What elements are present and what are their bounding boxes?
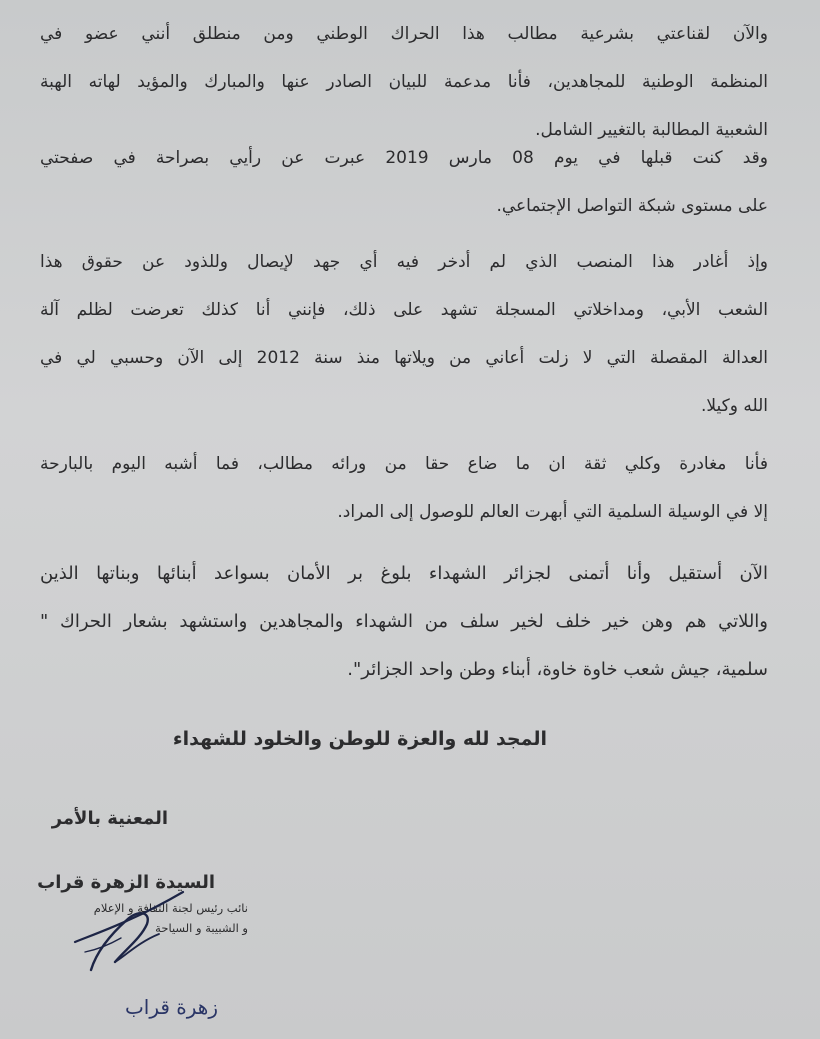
paragraph-line: وإذ أغادر هذا المنصب الذي لم أدخر فيه أي جهد لإيصال وللذود عن حقوق هذا: [40, 252, 768, 272]
paragraph-departing-confident: [40, 440, 768, 536]
paragraph-support-movement: [40, 10, 768, 154]
paragraph-line: واللاتي هم وهن خير خلف لخير سلف من الشهداء والمجاهدين واستشهد بشعار الحراك ": [40, 611, 768, 632]
concerned-party-label: المعنية بالأمر: [51, 808, 168, 829]
paragraph-line: على مستوى شبكة التواصل الإجتماعي.: [496, 196, 768, 216]
paragraph-line: الشعبية المطالبة بالتغيير الشامل.: [535, 120, 768, 140]
paragraph-leaving-post: [40, 238, 768, 430]
signature-stroke-icon: [55, 880, 205, 980]
paragraph-line: والآن لقناعتي بشرعية مطالب هذا الحراك الوطني ومن منطلق أنني عضو في: [40, 24, 768, 44]
signer-role-line: و الشبيبة و السياحة: [155, 921, 248, 935]
paragraph-line: سلمية، جيش شعب خاوة خاوة، أبناء وطن واحد الجزائر".: [347, 659, 768, 680]
paragraph-line: المنظمة الوطنية للمجاهدين، فأنا مدعمة للبيان الصادر عنها والمبارك والمؤيد لهاته الهبة: [40, 72, 768, 92]
paragraph-line: وقد كنت قبلها في يوم 08 مارس 2019 عبرت عن رأيي بصراحة في صفحتي: [40, 148, 768, 168]
signer-name: السيدة الزهرة قراب: [37, 872, 215, 893]
paragraph-line: الآن أستقيل وأنا أتمنى لجزائر الشهداء بلوغ بر الأمان بسواعد أبنائها وبناتها الذين: [40, 563, 768, 584]
paragraph-line: إلا في الوسيلة السلمية التي أبهرت العالم للوصول إلى المراد.: [337, 502, 768, 522]
paragraph-line: فأنا مغادرة وكلي ثقة ان ما ضاع حقا من ورائه مطالب، فما أشبه اليوم بالبارحة: [40, 454, 768, 474]
paragraph-line: العدالة المقصلة التي لا زلت أعاني من ويلاتها منذ سنة 2012 إلى الآن وحسبي لي في: [40, 348, 768, 368]
paragraph-line: الشعب الأبي، ومداخلاتي المسجلة تشهد على ذلك، فإنني أنا كذلك تعرضت لظلم آلة: [40, 300, 768, 320]
paragraph-resignation: [40, 550, 768, 694]
paragraph-line: الله وكيلا.: [700, 396, 768, 416]
handwritten-name: زهرة قراب: [124, 995, 218, 1019]
closing-slogan: المجد لله والعزة للوطن والخلود للشهداء: [172, 728, 547, 750]
signer-role-line: نائب رئيس لجنة الثقافة و الإعلام: [93, 901, 248, 915]
handwritten-signature: [55, 880, 205, 980]
paragraph-prior-statement: [40, 134, 768, 230]
